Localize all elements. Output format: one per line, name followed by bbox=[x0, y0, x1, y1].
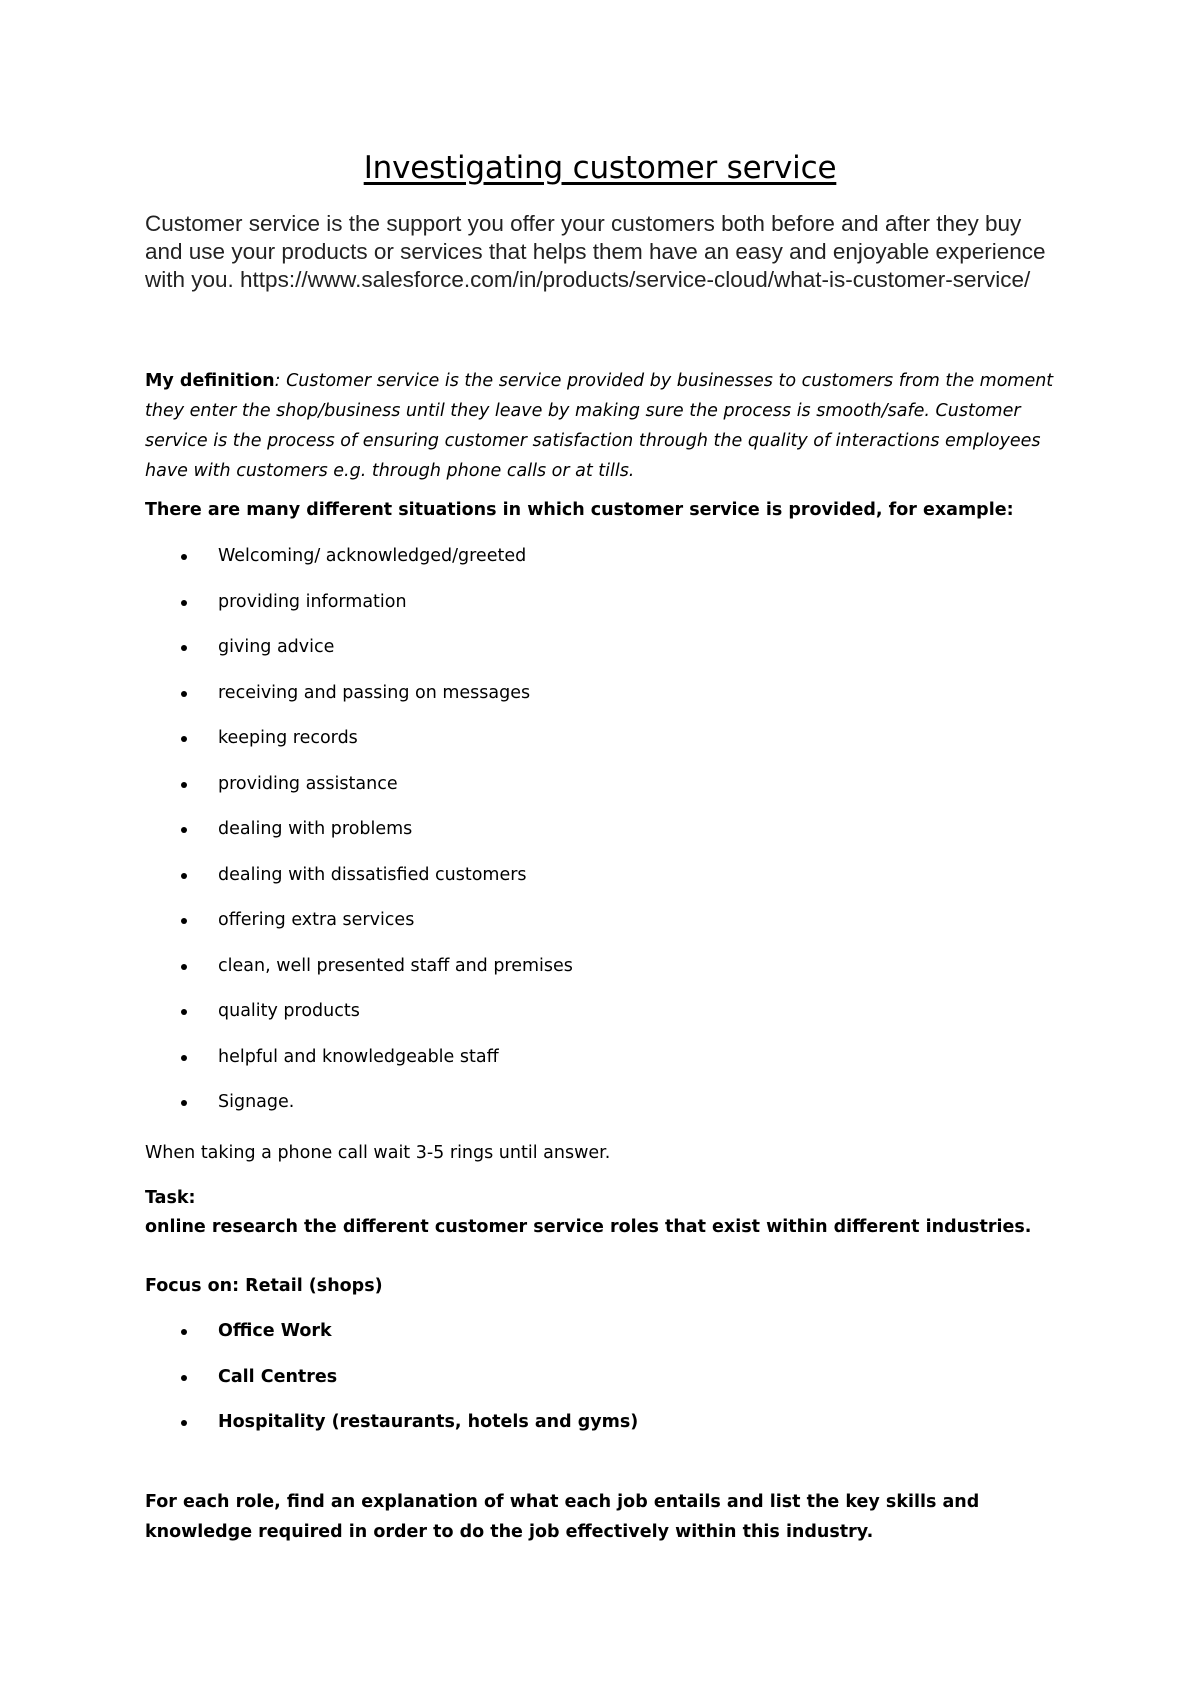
list-item bbox=[145, 1320, 1045, 1366]
bullet-icon bbox=[181, 873, 187, 879]
list-item bbox=[145, 1000, 1045, 1046]
list-item-text: providing assistance bbox=[218, 773, 398, 794]
definition-paragraph bbox=[145, 366, 1075, 486]
list-item-text: Office Work bbox=[218, 1321, 332, 1341]
task-text: online research the different customer service roles that exist within different industries. bbox=[145, 1217, 1032, 1237]
bullet-icon bbox=[181, 1009, 187, 1015]
task-label: Task: bbox=[145, 1188, 196, 1208]
bullet-icon bbox=[181, 1329, 187, 1335]
bullet-icon bbox=[181, 1420, 187, 1426]
list-item bbox=[145, 1046, 1045, 1092]
definition-text: Customer service is the service provided by businesses to customers from the moment they enter the shop/business until they leave by making sure the process is smooth/safe. Customer service is the process of ensuring customer satisfaction through the quality of interactions employees have with customers e.g. through phone calls or at tills. bbox=[145, 371, 1054, 481]
list-item bbox=[145, 1366, 1045, 1412]
bullet-icon bbox=[181, 736, 187, 742]
bullet-icon bbox=[181, 782, 187, 788]
list-item-text: keeping records bbox=[218, 728, 358, 748]
intro-paragraph: Customer service is the support you offer your customers both before and after they buy and use your products or services that helps them have an easy and enjoyable experience with you. https://www.salesforce.com/in/products/service-cloud/what-is-customer-service/ bbox=[145, 211, 1046, 292]
bullet-icon bbox=[181, 600, 187, 606]
list-item-text: offering extra services bbox=[218, 910, 415, 930]
list-item-text: receiving and passing on messages bbox=[218, 682, 531, 703]
list-item bbox=[145, 727, 1045, 773]
list-item bbox=[145, 591, 1045, 637]
list-item bbox=[145, 773, 1045, 819]
list-item-text: Hospitality (restaurants, hotels and gyms) bbox=[218, 1412, 639, 1432]
list-item-text: Call Centres bbox=[218, 1366, 338, 1387]
list-item bbox=[145, 1411, 1045, 1457]
list-item bbox=[145, 545, 1045, 591]
situations-list bbox=[145, 545, 1045, 1137]
list-item bbox=[145, 636, 1045, 682]
bullet-icon bbox=[181, 554, 187, 560]
bullet-icon bbox=[181, 1100, 187, 1106]
bullet-icon bbox=[181, 827, 187, 833]
definition-colon: : bbox=[274, 371, 281, 391]
list-item-text: Welcoming/ acknowledged/greeted bbox=[218, 546, 527, 566]
list-item bbox=[145, 955, 1045, 1001]
bullet-icon bbox=[181, 691, 187, 697]
bullet-icon bbox=[181, 964, 187, 970]
closing-paragraph: For each role, find an explanation of what each job entails and list the key skills and knowledge required in order to do the job effectively within this industry. bbox=[145, 1492, 980, 1542]
list-item-text: helpful and knowledgeable staff bbox=[218, 1046, 499, 1067]
list-item bbox=[145, 818, 1045, 864]
list-item-text: dealing with problems bbox=[218, 819, 413, 839]
list-item bbox=[145, 682, 1045, 728]
bullet-icon bbox=[181, 1055, 187, 1061]
bullet-icon bbox=[181, 918, 187, 924]
list-item-text: clean, well presented staff and premises bbox=[218, 955, 573, 976]
definition-label: My definition bbox=[145, 371, 275, 391]
focus-heading: Focus on: Retail (shops) bbox=[145, 1276, 383, 1296]
page-title: Investigating customer service bbox=[363, 150, 837, 186]
list-item-text: dealing with dissatisfied customers bbox=[218, 864, 527, 885]
list-item-text: giving advice bbox=[218, 637, 335, 657]
list-item bbox=[145, 909, 1045, 955]
list-item bbox=[145, 864, 1045, 910]
list-item-text: providing information bbox=[218, 591, 407, 612]
list-item bbox=[145, 1091, 1045, 1137]
bullet-icon bbox=[181, 645, 187, 651]
phone-note: When taking a phone call wait 3-5 rings until answer. bbox=[145, 1143, 611, 1163]
situations-heading: There are many different situations in which customer service is provided, for example: bbox=[145, 500, 1014, 520]
list-item-text: quality products bbox=[218, 1001, 360, 1021]
list-item-text: Signage. bbox=[218, 1092, 295, 1112]
roles-list bbox=[145, 1320, 1045, 1457]
bullet-icon bbox=[181, 1375, 187, 1381]
